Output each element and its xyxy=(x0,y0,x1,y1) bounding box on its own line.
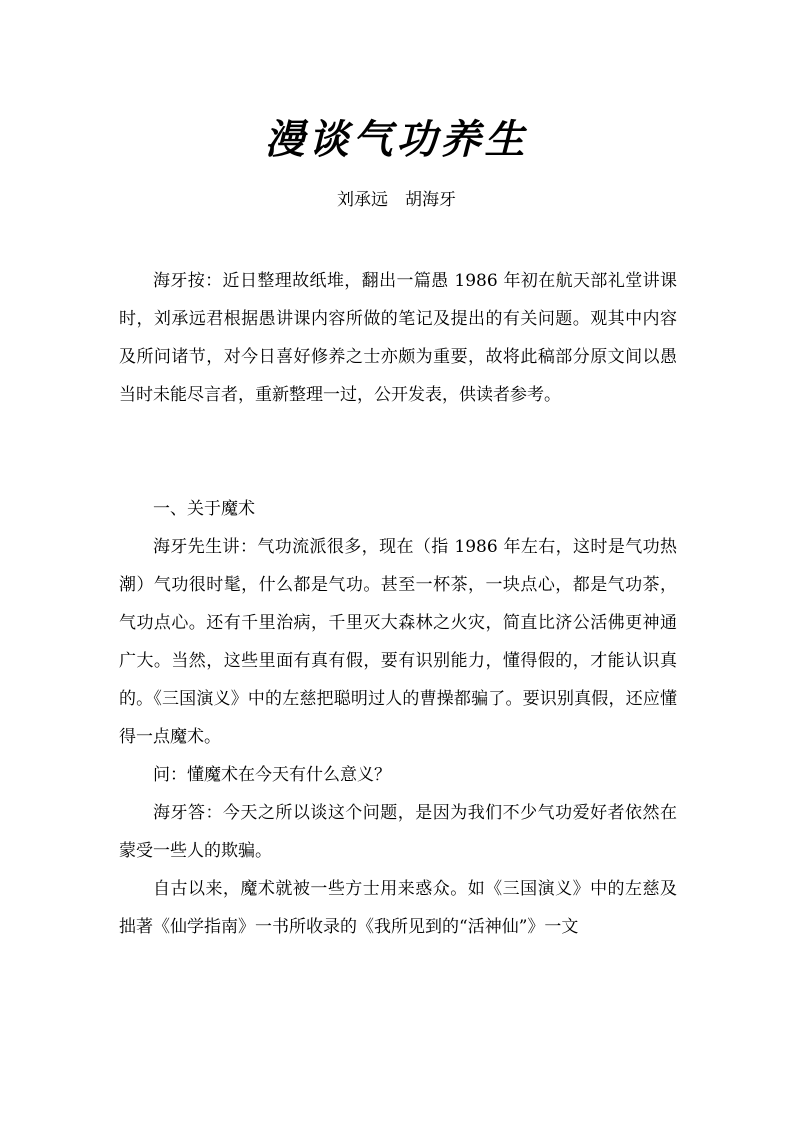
body-paragraph: 海牙答：今天之所以谈这个问题，是因为我们不少气功爱好者依然在蒙受一些人的欺骗。 xyxy=(119,803,677,861)
document-body xyxy=(119,262,677,946)
preface-paragraph: 海牙按：近日整理故纸堆，翻出一篇愚 1986 年初在航天部礼堂讲课时，刘承远君根据愚讲课内容所做的笔记及提出的有关问题。观其中内容及所问诸节，对今日喜好修养之士亦颇为重要，故将此稿部分原文间以愚当时未能尽言者，重新整理一过，公开发表，供读者参考。 xyxy=(119,271,677,405)
section-gap xyxy=(119,452,677,490)
section-gap xyxy=(119,414,677,452)
body-paragraph: 海牙先生讲：气功流派很多，现在（指 1986 年左右，这时是气功热潮）气功很时髦，什么都是气功。甚至一杯茶，一块点心，都是气功茶，气功点心。还有千里治病，千里灭大森林之火灾，简直比济公活佛更神通广大。当然，这些里面有真有假，要有识别能力，懂得假的，才能认识真的。《三国演义》中的左慈把聪明过人的曹操都骗了。要识别真假，还应懂得一点魔术。 xyxy=(119,537,677,747)
body-paragraph: 自古以来，魔术就被一些方士用来惑众。如《三国演义》中的左慈及拙著《仙学指南》一书所收录的《我所见到的“活神仙”》一文 xyxy=(119,879,677,937)
document-title: 漫谈气功养生 xyxy=(264,116,529,163)
body-paragraph: 问：懂魔术在今天有什么意义？ xyxy=(153,765,391,785)
document-authors: 刘承远 胡海牙 xyxy=(337,190,456,210)
section-heading: 一、关于魔术 xyxy=(153,499,255,519)
